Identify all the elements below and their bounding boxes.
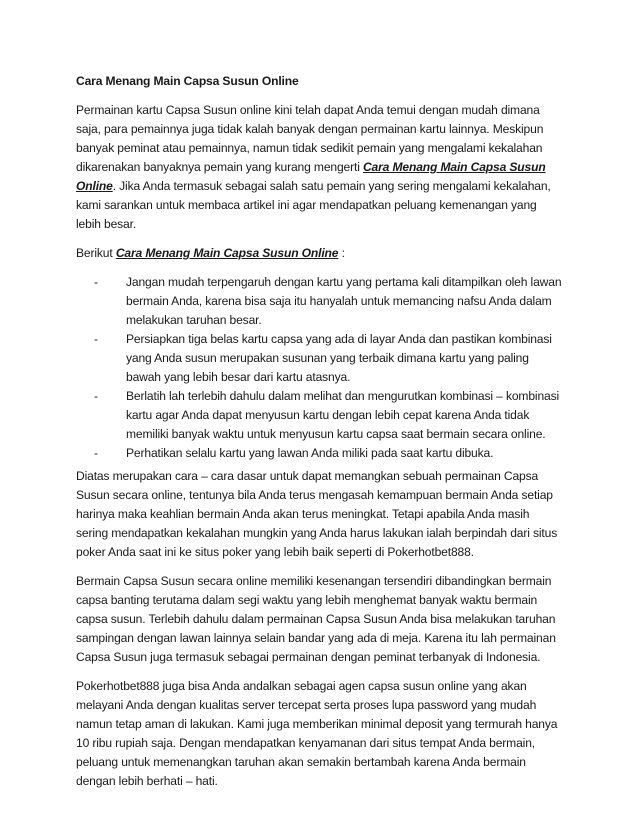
keyword-link[interactable]: Cara Menang Main Capsa Susun Online: [115, 246, 339, 260]
document-title: Cara Menang Main Capsa Susun Online: [76, 74, 299, 88]
list-item: [94, 273, 564, 330]
bullet-marker: -: [94, 332, 98, 346]
list-item: [94, 387, 564, 444]
list-intro-after: :: [338, 246, 345, 260]
list-item: [94, 444, 564, 463]
intro-text-before: Permainan kartu Capsa Susun online kini telah dapat Anda temui dengan mudah dimana saja, para pemainnya juga tidak kalah banyak dengan permainan kartu lainnya. Meskipun banyak peminat atau pemainnya, namun tidak sedikit pemain yang mengalami kekalahan dikarenakan banyaknya pemain yang kurang mengerti: [76, 103, 544, 174]
list-item-text: Berlatih lah terlebih dahulu dalam melihat dan mengurutkan kombinasi – kombinasi kartu agar Anda dapat menyusun kartu dengan lebih cepat karena Anda tidak memiliki banyak waktu untuk menyusun kartu capsa saat bermain secara online.: [126, 389, 560, 441]
bullet-marker: -: [94, 275, 98, 289]
list-intro-paragraph: [76, 244, 564, 263]
agent-paragraph: Pokerhotbet888 juga bisa Anda andalkan sebagai agen capsa susun online yang akan melayani Anda dengan kualitas server tercepat serta proses lupa password yang mudah namun tetap aman di lakukan. Kami juga memberikan minimal deposit yang termurah hanya 10 ribu rupiah saja. Dengan mendapatkan kenyamanan dari situs tempat Anda bermain, peluang untuk memenangkan taruhan akan semakin bertambah karena Anda bermain dengan lebih berhati – hati.: [76, 679, 558, 788]
list-item-text: Perhatikan selalu kartu yang lawan Anda miliki pada saat kartu dibuka.: [126, 446, 494, 460]
list-item: [94, 330, 564, 387]
intro-paragraph: [76, 101, 564, 234]
list-intro-before: Berikut: [76, 246, 116, 260]
bullet-marker: -: [94, 389, 98, 403]
bullet-marker: -: [94, 446, 98, 460]
list-item-text: Persiapkan tiga belas kartu capsa yang ada di layar Anda dan pastikan kombinasi yang Anda susun merupakan susunan yang terbaik dimana kartu yang paling bawah yang lebih besar dari kartu atasnya.: [126, 332, 552, 384]
tips-list: [76, 273, 564, 463]
keyword-link[interactable]: Cara Menang Main Capsa Susun Online: [76, 160, 546, 193]
summary-paragraph: Diatas merupakan cara – cara dasar untuk dapat memangkan sebuah permainan Capsa Susun secara online, tentunya bila Anda terus mengasah kemampuan bermain Anda setiap harinya maka keahlian bermain Anda akan terus meningkat. Tetapi apabila Anda masih sering mendapatkan kekalahan mungkin yang Anda harus lakukan ialah berpindah dari situs poker Anda saat ini ke situs poker yang lebih baik seperti di Pokerhotbet888.: [76, 469, 558, 559]
list-item-text: Jangan mudah terpengaruh dengan kartu yang pertama kali ditampilkan oleh lawan bermain Anda, karena bisa saja itu hanyalah untuk memancing nafsu Anda dalam melakukan taruhan besar.: [126, 275, 562, 327]
capsa-online-paragraph: Bermain Capsa Susun secara online memiliki kesenangan tersendiri dibandingkan bermain capsa banting terutama dalam segi waktu yang lebih menghemat banyak waktu bermain capsa susun. Terlebih dahulu dalam permainan Capsa Susun Anda bisa melakukan taruhan sampingan dengan lawan lainnya selain bandar yang ada di meja. Karena itu lah permainan Capsa Susun juga termasuk sebagai permainan dengan peminat terbanyak di Indonesia.: [76, 574, 556, 664]
intro-text-after: . Jika Anda termasuk sebagai salah satu pemain yang sering mengalami kekalahan, kami sarankan untuk membaca artikel ini agar mendapatkan peluang kemenangan yang lebih besar.: [76, 179, 551, 231]
